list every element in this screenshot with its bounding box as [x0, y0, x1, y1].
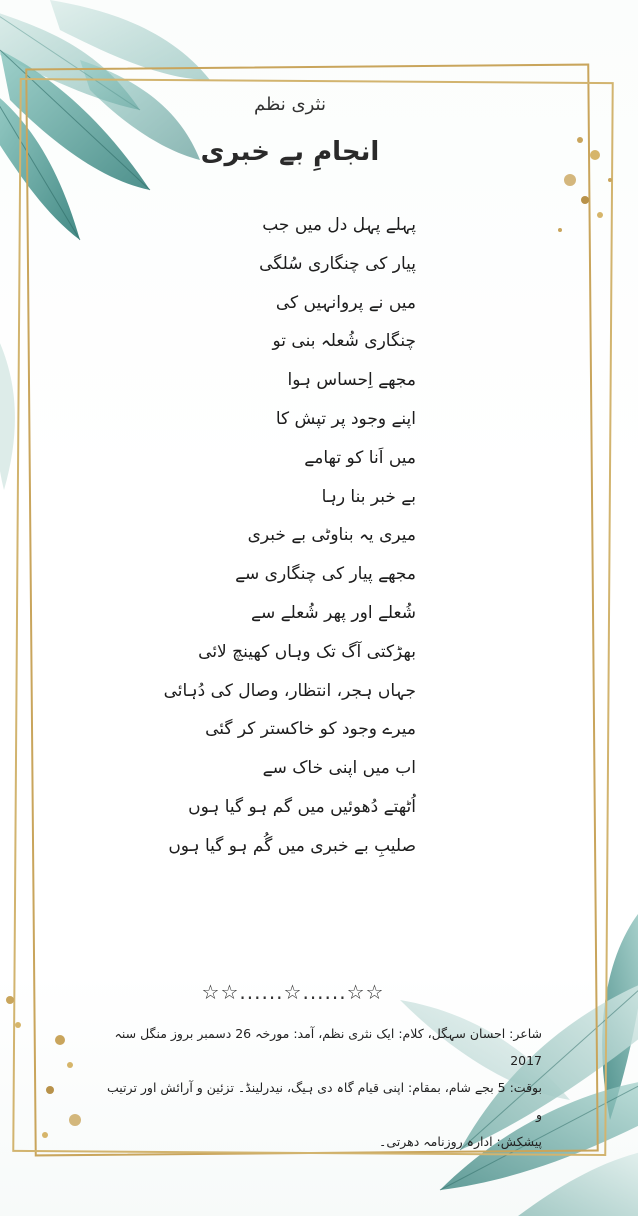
credits-line-time-place: بوقت: 5 بجے شام، بمقام: اپنی قیام گاہ دی ہیگ، نیدرلینڈ۔ تزئین و آرائش اور ترتیب و: [107, 1080, 542, 1122]
poem-body: [116, 206, 416, 866]
poem-genre-label: نثری نظم: [254, 94, 326, 115]
poem-line: چنگاری شُعلہ بنی تو: [272, 331, 416, 352]
title-block: [200, 94, 380, 167]
poem-line: شُعلے اور پھر شُعلے سے: [251, 602, 416, 623]
poem-line: بے خبر بنا رہا: [321, 486, 416, 507]
poem-line: میں نے پروانہیں کی: [275, 292, 416, 313]
credits-line-presenter: پیشکش: ادارہ روزنامہ دھرتی۔: [379, 1134, 542, 1149]
poem-line: بھڑکتی آگ تک وہاں کھینچ لائی: [198, 641, 416, 662]
poem-line: پہلے پہل دل میں جب: [262, 215, 416, 235]
stars-divider: ☆☆......☆......☆☆: [201, 980, 385, 1004]
poem-title: انجامِ بے خبری: [200, 137, 380, 167]
gold-glitter-bottom-left: [30, 1020, 110, 1150]
poem-line: مجھے پیار کی چنگاری سے: [235, 564, 416, 585]
poem-line: مجھے اِحساس ہوا: [287, 370, 416, 391]
credits-line-poet: شاعر: احسان سہگل، کلام: ایک نثری نظم، آمد: مورخہ 26 دسمبر بروز منگل سنہ 2017: [114, 1026, 542, 1068]
poem-line: صلیبِ بے خبری میں گُم ہو گیا ہوں: [168, 835, 416, 856]
poem-line: میری یہ بناوٹی بے خبری: [247, 525, 416, 546]
poem-line: اپنے وجود پر تپش کا: [275, 408, 416, 429]
left-edge-leaves-decoration: [0, 330, 34, 530]
poem-line: پیار کی چنگاری سُلگی: [259, 253, 416, 274]
poem-line: جہاں ہجر، انتظار، وصال کی دُہائی: [163, 680, 416, 701]
poem-line: میرے وجود کو خاکستر کر گئی: [205, 719, 416, 740]
poem-line: اب میں اپنی خاک سے: [262, 758, 416, 779]
poem-line: میں اَنا کو تھامے: [304, 447, 416, 468]
gold-glitter-top-right: [540, 120, 630, 250]
gold-glitter-left-edge: [0, 990, 30, 1050]
credits-block: [102, 1020, 542, 1155]
poem-line: اُٹھتے دُھوئیں میں گم ہو گیا ہوں: [188, 796, 416, 817]
